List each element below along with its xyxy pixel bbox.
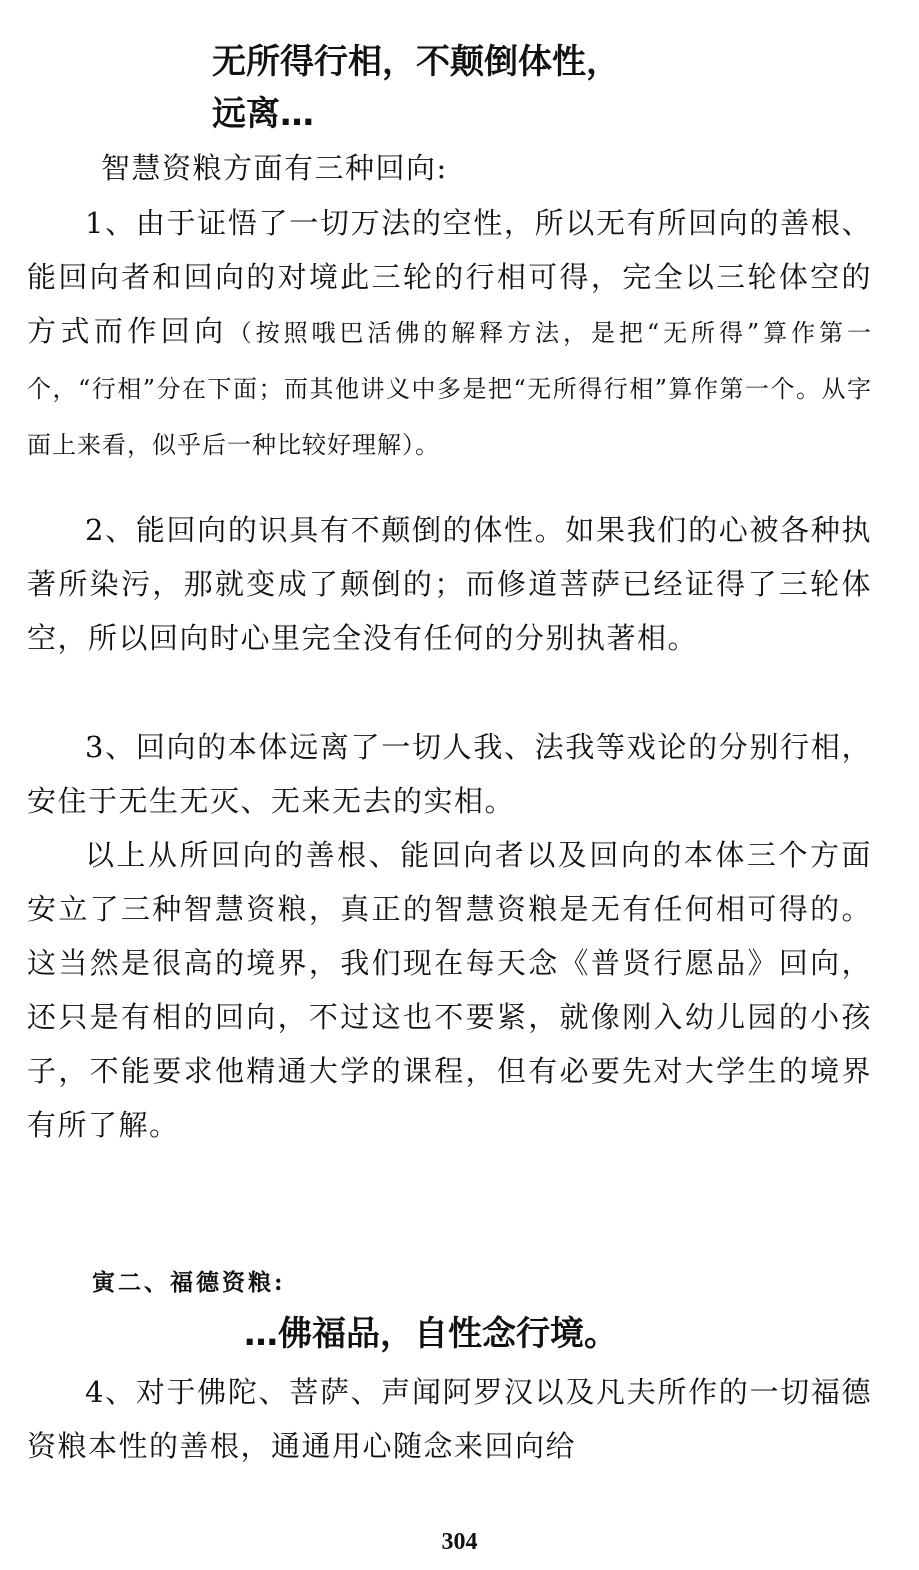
section-heading: 寅二、福德资粮:: [92, 1269, 286, 1296]
summary-paragraph: 以上从所回向的善根、能回向者以及回向的本体三个方面安立了三种智慧资粮，真正的智慧资粮是无有任何相可得的。这当然是很高的境界，我们现在每天念《普贤行愿品》回向，还只是有相的回向，不过这也不要紧，就像刚入幼儿园的小孩子，不能要求他精通大学的课程，但有必要先对大学生的境界有所了解。: [27, 838, 872, 1142]
page-number: 304: [441, 1529, 478, 1555]
item-1-note: （按照哦巴活佛的解释方法，是把“无所得”算作第一个，“行相”分在下面；而其他讲义中多是把“无所得行相”算作第一个。从字面上来看，似乎后一种比较好理解）。: [27, 319, 872, 459]
item-2-paragraph: 2、能回向的识具有不颠倒的体性。如果我们的心被各种执著所染污，那就变成了颠倒的；而修道菩萨已经证得了三轮体空，所以回向时心里完全没有任何的分别执著相。: [27, 513, 872, 655]
section-verse: …佛福品，自性念行境。: [244, 1314, 618, 1354]
item-1-paragraph: [27, 196, 872, 472]
verse-line-1: 无所得行相，不颠倒体性，: [212, 42, 620, 82]
item-1-main-text: 1、由于证悟了一切万法的空性，所以无有所回向的善根、能回向者和回向的对境此三轮的行相可得，完全以三轮体空的方式而作回向: [27, 206, 872, 348]
item-3-paragraph: 3、回向的本体远离了一切人我、法我等戏论的分别行相，安住于无生无灭、无来无去的实相。: [27, 730, 872, 818]
verse-line-2: 远离…: [212, 94, 314, 134]
intro-paragraph: 智慧资粮方面有三种回向:: [101, 151, 448, 185]
item-4-paragraph: 4、对于佛陀、菩萨、声闻阿罗汉以及凡夫所作的一切福德资粮本性的善根，通通用心随念来回向给: [27, 1375, 872, 1463]
